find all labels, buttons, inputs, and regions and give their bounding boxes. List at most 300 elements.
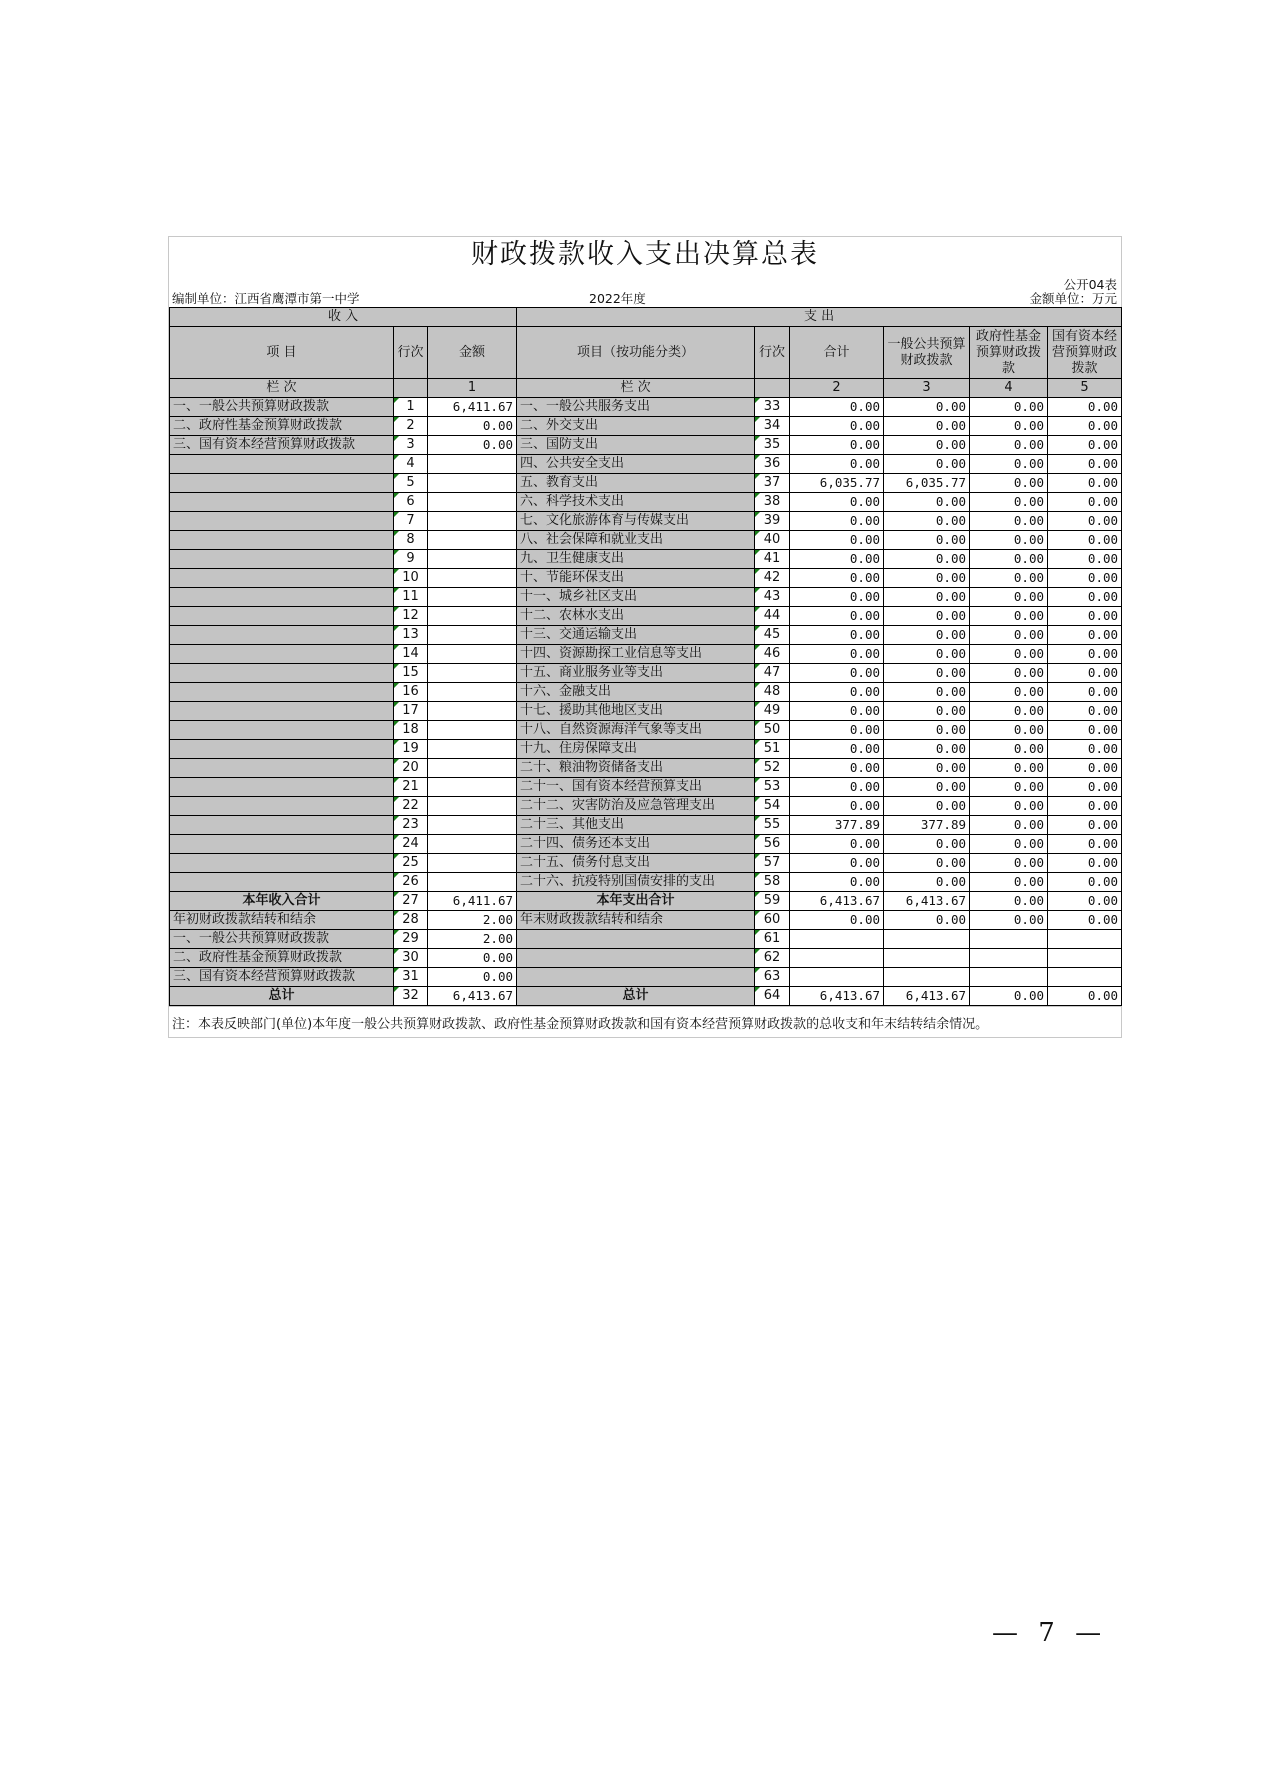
expense-total: 0.00 [790, 683, 884, 702]
expense-row-no: 45 [755, 626, 790, 645]
expense-item: 二十一、国有资本经营预算支出 [517, 778, 755, 797]
income-item [170, 740, 394, 759]
expense-total: 0.00 [790, 854, 884, 873]
expense-total [790, 968, 884, 987]
expense-total: 0.00 [790, 398, 884, 417]
expense-state-capital: 0.00 [1048, 683, 1122, 702]
income-amount [428, 645, 517, 664]
expense-general: 0.00 [884, 740, 970, 759]
income-item [170, 474, 394, 493]
expense-total: 0.00 [790, 911, 884, 930]
expense-gov-fund: 0.00 [970, 778, 1048, 797]
expense-item: 十四、资源勘探工业信息等支出 [517, 645, 755, 664]
expense-total: 0.00 [790, 550, 884, 569]
expense-state-capital: 0.00 [1048, 664, 1122, 683]
income-amount: 6,411.67 [428, 892, 517, 911]
expense-total: 0.00 [790, 626, 884, 645]
income-row-no: 22 [394, 797, 428, 816]
expense-state-capital: 0.00 [1048, 531, 1122, 550]
income-row-no: 8 [394, 531, 428, 550]
carry-row [170, 949, 1122, 968]
income-item: 年初财政拨款结转和结余 [170, 911, 394, 930]
income-amount [428, 778, 517, 797]
expense-item: 十三、交通运输支出 [517, 626, 755, 645]
income-amount [428, 493, 517, 512]
income-row-no: 5 [394, 474, 428, 493]
income-item: 三、国有资本经营预算财政拨款 [170, 436, 394, 455]
expense-general [884, 930, 970, 949]
expense-row-no: 50 [755, 721, 790, 740]
expense-general: 0.00 [884, 778, 970, 797]
income-row-no: 3 [394, 436, 428, 455]
expense-total: 0.00 [790, 531, 884, 550]
expense-item: 九、卫生健康支出 [517, 550, 755, 569]
carry-row [170, 930, 1122, 949]
income-item [170, 778, 394, 797]
income-item [170, 854, 394, 873]
column-index-4: 4 [970, 379, 1048, 398]
expense-row-no: 41 [755, 550, 790, 569]
table-row [170, 474, 1122, 493]
expense-total: 0.00 [790, 835, 884, 854]
expense-gov-fund: 0.00 [970, 550, 1048, 569]
income-amount: 2.00 [428, 911, 517, 930]
table-row [170, 455, 1122, 474]
expense-total: 0.00 [790, 873, 884, 892]
report-title: 财政拨款收入支出决算总表 [471, 239, 819, 270]
expense-item [517, 968, 755, 987]
expense-total: 0.00 [790, 436, 884, 455]
expense-total: 0.00 [790, 455, 884, 474]
table-note: 注：本表反映部门(单位)本年度一般公共预算财政拨款、政府性基金预算财政拨款和国有资本经营预算财政拨款的总收支和年末结转结余情况。 [169, 1006, 1121, 1037]
expense-gov-fund: 0.00 [970, 455, 1048, 474]
expense-row-no: 44 [755, 607, 790, 626]
expense-state-capital: 0.00 [1048, 911, 1122, 930]
table-row [170, 702, 1122, 721]
income-item [170, 626, 394, 645]
income-item [170, 873, 394, 892]
expense-state-capital [1048, 930, 1122, 949]
expense-total: 0.00 [790, 512, 884, 531]
expense-general: 0.00 [884, 569, 970, 588]
expense-gov-fund: 0.00 [970, 854, 1048, 873]
expense-gov-fund: 0.00 [970, 702, 1048, 721]
expense-row-no: 33 [755, 398, 790, 417]
subtotal-row [170, 892, 1122, 911]
expense-item: 十六、金融支出 [517, 683, 755, 702]
expense-gov-fund [970, 930, 1048, 949]
expense-general: 0.00 [884, 550, 970, 569]
col-header-row-no: 行次 [394, 327, 428, 379]
income-item: 二、政府性基金预算财政拨款 [170, 417, 394, 436]
income-item [170, 702, 394, 721]
expense-state-capital: 0.00 [1048, 873, 1122, 892]
expense-total: 0.00 [790, 778, 884, 797]
carry-row [170, 911, 1122, 930]
expense-item [517, 930, 755, 949]
column-index-5: 5 [1048, 379, 1122, 398]
expense-gov-fund: 0.00 [970, 740, 1048, 759]
income-amount [428, 816, 517, 835]
income-item [170, 835, 394, 854]
income-item [170, 645, 394, 664]
table-row [170, 531, 1122, 550]
header-row-columns [170, 327, 1122, 379]
expense-gov-fund: 0.00 [970, 797, 1048, 816]
income-amount [428, 550, 517, 569]
expense-row-no: 40 [755, 531, 790, 550]
expense-gov-fund [970, 968, 1048, 987]
income-row-no: 12 [394, 607, 428, 626]
expense-state-capital: 0.00 [1048, 797, 1122, 816]
compiling-unit: 编制单位：江西省鹰潭市第一中学 [172, 291, 360, 306]
expense-gov-fund: 0.00 [970, 911, 1048, 930]
income-amount [428, 455, 517, 474]
expense-gov-fund: 0.00 [970, 398, 1048, 417]
expense-gov-fund: 0.00 [970, 474, 1048, 493]
expense-state-capital: 0.00 [1048, 512, 1122, 531]
expense-gov-fund: 0.00 [970, 683, 1048, 702]
report-meta [169, 273, 1121, 307]
expense-total: 377.89 [790, 816, 884, 835]
income-amount [428, 702, 517, 721]
expense-row-no: 51 [755, 740, 790, 759]
expense-row-no: 57 [755, 854, 790, 873]
income-amount [428, 873, 517, 892]
income-row-no: 25 [394, 854, 428, 873]
expense-state-capital: 0.00 [1048, 645, 1122, 664]
income-item [170, 797, 394, 816]
expense-total: 0.00 [790, 759, 884, 778]
col-header-func-item: 项目（按功能分类） [517, 327, 755, 379]
expense-general [884, 949, 970, 968]
income-amount: 6,413.67 [428, 987, 517, 1006]
expense-general: 0.00 [884, 645, 970, 664]
col-header-item: 项 目 [170, 327, 394, 379]
column-index-2: 2 [790, 379, 884, 398]
expense-general: 0.00 [884, 436, 970, 455]
expense-item: 十七、援助其他地区支出 [517, 702, 755, 721]
expense-gov-fund: 0.00 [970, 531, 1048, 550]
expense-total: 0.00 [790, 588, 884, 607]
income-row-no: 10 [394, 569, 428, 588]
income-amount [428, 569, 517, 588]
table-row [170, 588, 1122, 607]
income-item [170, 531, 394, 550]
expense-state-capital: 0.00 [1048, 759, 1122, 778]
expense-total: 6,413.67 [790, 892, 884, 911]
expense-item: 六、科学技术支出 [517, 493, 755, 512]
expense-state-capital: 0.00 [1048, 892, 1122, 911]
income-row-no: 11 [394, 588, 428, 607]
expense-item: 八、社会保障和就业支出 [517, 531, 755, 550]
income-item [170, 721, 394, 740]
income-row-no: 23 [394, 816, 428, 835]
page-number: — 7 — [992, 1618, 1108, 1648]
expense-general: 0.00 [884, 493, 970, 512]
income-row-no: 14 [394, 645, 428, 664]
expense-state-capital: 0.00 [1048, 607, 1122, 626]
expense-item: 二十六、抗疫特别国债安排的支出 [517, 873, 755, 892]
expense-general: 6,035.77 [884, 474, 970, 493]
expense-gov-fund: 0.00 [970, 664, 1048, 683]
col-header-general: 一般公共预算财政拨款 [884, 327, 970, 379]
expense-row-no: 64 [755, 987, 790, 1006]
income-item: 总计 [170, 987, 394, 1006]
expense-general: 0.00 [884, 626, 970, 645]
expense-gov-fund: 0.00 [970, 759, 1048, 778]
expense-item: 二十二、灾害防治及应急管理支出 [517, 797, 755, 816]
income-item [170, 683, 394, 702]
income-row-no: 6 [394, 493, 428, 512]
income-item [170, 550, 394, 569]
expense-item: 三、国防支出 [517, 436, 755, 455]
expense-state-capital: 0.00 [1048, 778, 1122, 797]
income-item: 本年收入合计 [170, 892, 394, 911]
income-amount: 0.00 [428, 949, 517, 968]
expense-row-no: 54 [755, 797, 790, 816]
table-row [170, 854, 1122, 873]
column-index-label-2: 栏 次 [517, 379, 755, 398]
income-row-no: 31 [394, 968, 428, 987]
expense-gov-fund: 0.00 [970, 626, 1048, 645]
income-amount [428, 854, 517, 873]
expense-row-no: 34 [755, 417, 790, 436]
table-row [170, 626, 1122, 645]
expense-header: 支 出 [517, 308, 1122, 327]
income-amount: 0.00 [428, 968, 517, 987]
table-row [170, 436, 1122, 455]
expense-row-no: 60 [755, 911, 790, 930]
expense-state-capital [1048, 949, 1122, 968]
expense-row-no: 61 [755, 930, 790, 949]
expense-general: 0.00 [884, 512, 970, 531]
expense-gov-fund: 0.00 [970, 987, 1048, 1006]
expense-general: 377.89 [884, 816, 970, 835]
income-row-no: 21 [394, 778, 428, 797]
income-row-no: 18 [394, 721, 428, 740]
income-amount: 0.00 [428, 436, 517, 455]
expense-gov-fund: 0.00 [970, 892, 1048, 911]
expense-total: 0.00 [790, 740, 884, 759]
income-row-no: 30 [394, 949, 428, 968]
expense-total [790, 930, 884, 949]
expense-gov-fund: 0.00 [970, 816, 1048, 835]
expense-row-no: 42 [755, 569, 790, 588]
col-header-total: 合计 [790, 327, 884, 379]
expense-row-no: 37 [755, 474, 790, 493]
table-row [170, 493, 1122, 512]
income-row-no: 1 [394, 398, 428, 417]
income-item [170, 816, 394, 835]
expense-total: 0.00 [790, 721, 884, 740]
expense-row-no: 63 [755, 968, 790, 987]
expense-state-capital: 0.00 [1048, 721, 1122, 740]
expense-item: 十八、自然资源海洋气象等支出 [517, 721, 755, 740]
income-item [170, 569, 394, 588]
expense-item: 二十五、债务付息支出 [517, 854, 755, 873]
income-row-no: 27 [394, 892, 428, 911]
income-row-no: 16 [394, 683, 428, 702]
expense-item: 本年支出合计 [517, 892, 755, 911]
column-index-3: 3 [884, 379, 970, 398]
expense-general: 6,413.67 [884, 892, 970, 911]
expense-general: 0.00 [884, 759, 970, 778]
col-header-amount: 金额 [428, 327, 517, 379]
income-row-no: 15 [394, 664, 428, 683]
income-row-no: 4 [394, 455, 428, 474]
expense-state-capital: 0.00 [1048, 398, 1122, 417]
expense-total: 0.00 [790, 702, 884, 721]
income-item [170, 588, 394, 607]
expense-row-no: 56 [755, 835, 790, 854]
income-row-no: 20 [394, 759, 428, 778]
expense-gov-fund [970, 949, 1048, 968]
expense-total: 0.00 [790, 493, 884, 512]
table-row [170, 569, 1122, 588]
expense-item: 二十四、债务还本支出 [517, 835, 755, 854]
expense-gov-fund: 0.00 [970, 607, 1048, 626]
income-amount [428, 588, 517, 607]
expense-gov-fund: 0.00 [970, 512, 1048, 531]
expense-general: 0.00 [884, 417, 970, 436]
header-row-section [170, 308, 1122, 327]
expense-row-no: 49 [755, 702, 790, 721]
income-amount [428, 759, 517, 778]
expense-general: 0.00 [884, 797, 970, 816]
expense-state-capital: 0.00 [1048, 588, 1122, 607]
income-amount [428, 683, 517, 702]
expense-total: 0.00 [790, 645, 884, 664]
income-row-no: 29 [394, 930, 428, 949]
header-row-column-index [170, 379, 1122, 398]
expense-row-no: 47 [755, 664, 790, 683]
expense-total: 6,413.67 [790, 987, 884, 1006]
column-index-blank [394, 379, 428, 398]
income-amount [428, 531, 517, 550]
expense-total [790, 949, 884, 968]
expense-state-capital: 0.00 [1048, 436, 1122, 455]
fiscal-year: 2022年度 [589, 291, 646, 306]
expense-state-capital: 0.00 [1048, 417, 1122, 436]
expense-row-no: 62 [755, 949, 790, 968]
income-item: 一、一般公共预算财政拨款 [170, 930, 394, 949]
expense-general: 0.00 [884, 588, 970, 607]
income-row-no: 28 [394, 911, 428, 930]
expense-general: 0.00 [884, 531, 970, 550]
income-item [170, 512, 394, 531]
expense-gov-fund: 0.00 [970, 721, 1048, 740]
table-row [170, 778, 1122, 797]
table-row [170, 683, 1122, 702]
expense-row-no: 48 [755, 683, 790, 702]
income-amount [428, 740, 517, 759]
income-amount [428, 512, 517, 531]
table-row [170, 835, 1122, 854]
income-item [170, 664, 394, 683]
expense-gov-fund: 0.00 [970, 569, 1048, 588]
expense-row-no: 43 [755, 588, 790, 607]
expense-state-capital [1048, 968, 1122, 987]
expense-total: 0.00 [790, 664, 884, 683]
income-item [170, 493, 394, 512]
expense-state-capital: 0.00 [1048, 493, 1122, 512]
expense-row-no: 53 [755, 778, 790, 797]
expense-general: 0.00 [884, 721, 970, 740]
grand-total-row [170, 987, 1122, 1006]
expense-general: 0.00 [884, 398, 970, 417]
table-row [170, 721, 1122, 740]
expense-gov-fund: 0.00 [970, 588, 1048, 607]
table-row [170, 873, 1122, 892]
expense-row-no: 55 [755, 816, 790, 835]
expense-row-no: 52 [755, 759, 790, 778]
expense-state-capital: 0.00 [1048, 702, 1122, 721]
income-amount: 6,411.67 [428, 398, 517, 417]
expense-gov-fund: 0.00 [970, 835, 1048, 854]
expense-general [884, 968, 970, 987]
expense-item: 二十、粮油物资储备支出 [517, 759, 755, 778]
income-item: 一、一般公共预算财政拨款 [170, 398, 394, 417]
table-row [170, 512, 1122, 531]
table-row [170, 417, 1122, 436]
expense-item: 十五、商业服务业等支出 [517, 664, 755, 683]
column-index-1: 1 [428, 379, 517, 398]
income-row-no: 24 [394, 835, 428, 854]
income-item [170, 759, 394, 778]
expense-state-capital: 0.00 [1048, 569, 1122, 588]
expense-row-no: 39 [755, 512, 790, 531]
expense-state-capital: 0.00 [1048, 854, 1122, 873]
expense-gov-fund: 0.00 [970, 645, 1048, 664]
income-row-no: 9 [394, 550, 428, 569]
expense-item: 一、一般公共服务支出 [517, 398, 755, 417]
expense-row-no: 36 [755, 455, 790, 474]
table-row [170, 645, 1122, 664]
income-row-no: 2 [394, 417, 428, 436]
table-row [170, 797, 1122, 816]
expense-item: 五、教育支出 [517, 474, 755, 493]
expense-gov-fund: 0.00 [970, 493, 1048, 512]
expense-gov-fund: 0.00 [970, 417, 1048, 436]
expense-total: 6,035.77 [790, 474, 884, 493]
expense-item: 十一、城乡社区支出 [517, 588, 755, 607]
income-item [170, 607, 394, 626]
expense-general: 0.00 [884, 873, 970, 892]
expense-item: 总计 [517, 987, 755, 1006]
expense-state-capital: 0.00 [1048, 455, 1122, 474]
income-row-no: 19 [394, 740, 428, 759]
income-amount [428, 664, 517, 683]
income-amount [428, 607, 517, 626]
income-row-no: 32 [394, 987, 428, 1006]
table-row [170, 550, 1122, 569]
expense-general: 0.00 [884, 702, 970, 721]
expense-item: 十二、农林水支出 [517, 607, 755, 626]
expense-general: 0.00 [884, 607, 970, 626]
income-row-no: 17 [394, 702, 428, 721]
income-amount [428, 797, 517, 816]
carry-row [170, 968, 1122, 987]
income-amount [428, 626, 517, 645]
expense-row-no: 58 [755, 873, 790, 892]
income-item: 二、政府性基金预算财政拨款 [170, 949, 394, 968]
expense-total: 0.00 [790, 569, 884, 588]
income-item: 三、国有资本经营预算财政拨款 [170, 968, 394, 987]
income-item [170, 455, 394, 474]
income-amount: 0.00 [428, 417, 517, 436]
expense-total: 0.00 [790, 417, 884, 436]
